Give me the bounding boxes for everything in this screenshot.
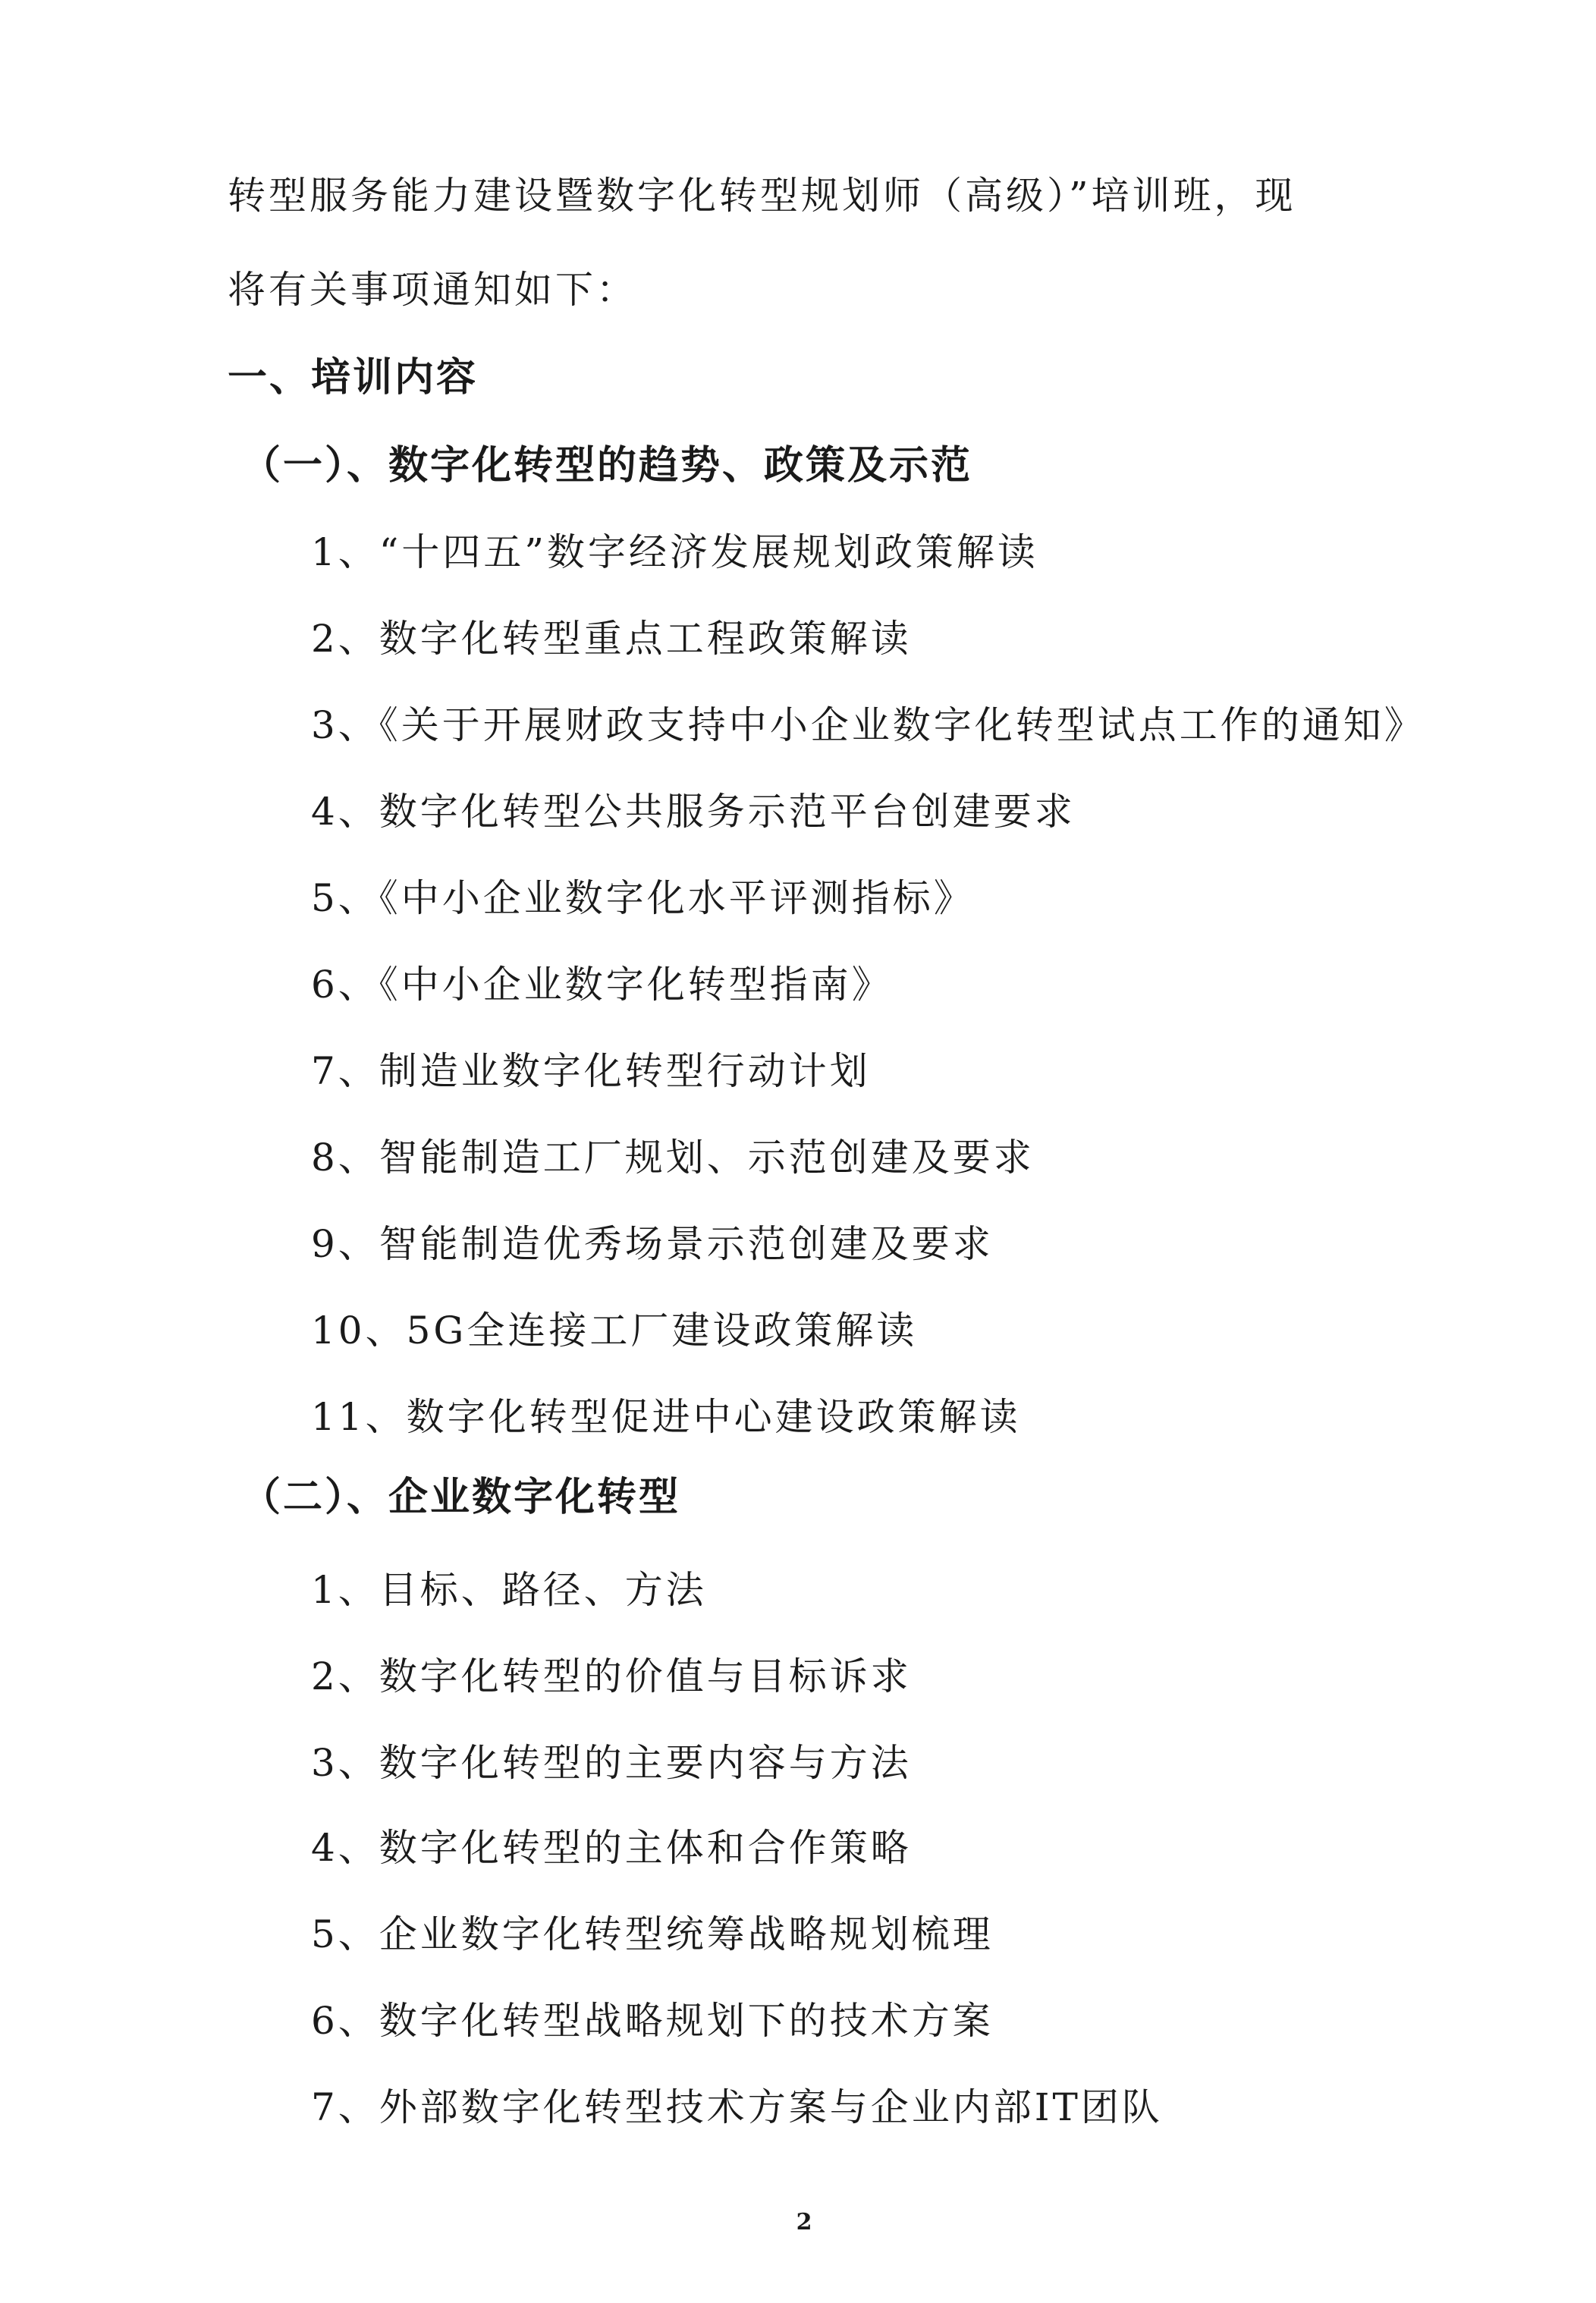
subsection-heading-2: （二）、企业数字化转型 [241, 1475, 681, 1520]
list-item: 1、目标、路径、方法 [311, 1568, 707, 1612]
list-item: 6、数字化转型战略规划下的技术方案 [311, 1999, 994, 2043]
list-item: 8、智能制造工厂规划、示范创建及要求 [311, 1136, 1035, 1180]
list-item: 5、《中小企业数字化水平评测指标》 [311, 876, 975, 920]
intro-line-2: 将有关事项通知如下： [228, 268, 637, 312]
list-item: 6、《中小企业数字化转型指南》 [311, 963, 893, 1007]
list-item: 5、企业数字化转型统筹战略规划梳理 [311, 1912, 994, 1956]
list-item: 9、智能制造优秀场景示范创建及要求 [311, 1222, 994, 1266]
section-heading-training-content: 一、培训内容 [228, 355, 479, 401]
subsection-heading-1: （一）、数字化转型的趋势、政策及示范 [241, 443, 973, 489]
list-item: 11、数字化转型促进中心建设政策解读 [311, 1395, 1021, 1439]
list-item: 7、外部数字化转型技术方案与企业内部IT团队 [311, 2085, 1163, 2129]
list-item: 2、数字化转型重点工程政策解读 [311, 617, 912, 661]
list-item: 3、《关于开展财政支持中小企业数字化转型试点工作的通知》 [311, 703, 1425, 747]
list-item: 10、5G全连接工厂建设政策解读 [311, 1309, 918, 1353]
list-item: 3、数字化转型的主要内容与方法 [311, 1741, 912, 1785]
intro-line-1: 转型服务能力建设暨数字化转型规划师（高级）”培训班，现 [228, 174, 1296, 218]
list-item: 1、“十四五”数字经济发展规划政策解读 [311, 530, 1038, 574]
list-item: 7、制造业数字化转型行动计划 [311, 1049, 871, 1093]
list-item: 4、数字化转型公共服务示范平台创建要求 [311, 790, 1076, 834]
list-item: 2、数字化转型的价值与目标诉求 [311, 1654, 912, 1698]
list-item: 4、数字化转型的主体和合作策略 [311, 1826, 912, 1870]
page-number: 2 [796, 2209, 812, 2235]
